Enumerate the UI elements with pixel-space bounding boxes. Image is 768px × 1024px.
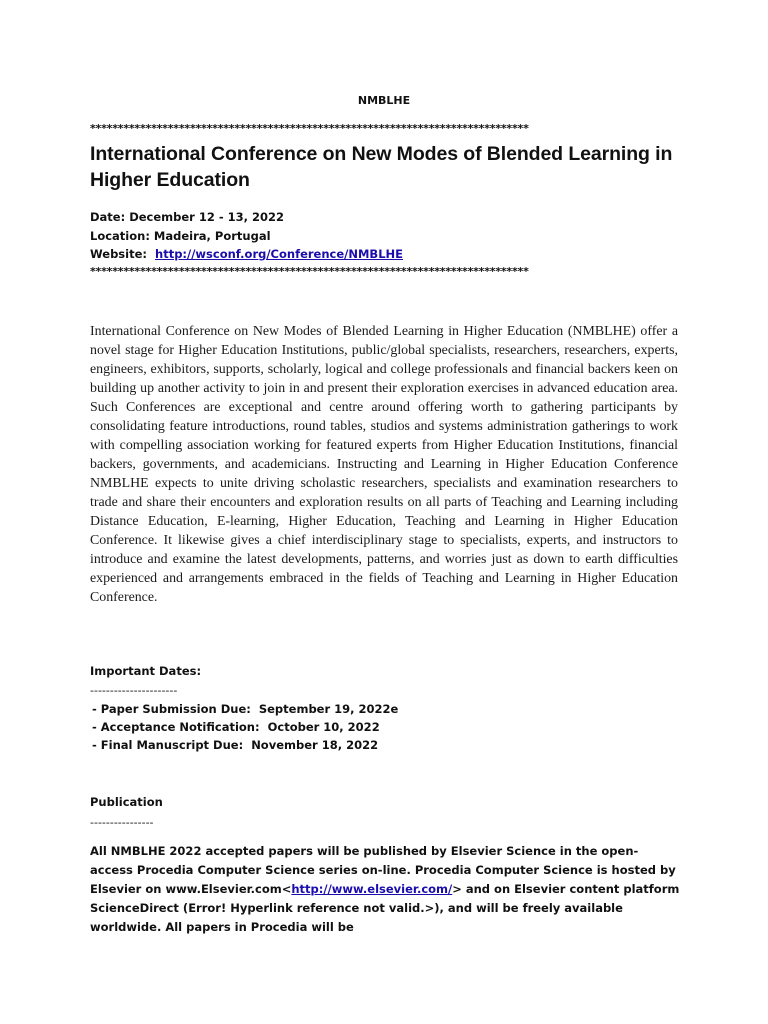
publication-text-2: > and on Elsevier content platform ScienceDirect ( — [90, 882, 680, 915]
website-label: Website: — [90, 247, 147, 261]
conference-website — [90, 247, 403, 261]
star-divider-top: ******************************************************************************* — [90, 123, 529, 135]
publication-text-3: >), and will be freely available worldwide. All papers in Procedia will be — [90, 901, 623, 934]
hyperlink-error-text: Error! Hyperlink reference not valid. — [188, 901, 425, 915]
publication-paragraph — [90, 842, 680, 937]
important-dates-rule: ---------------------- — [90, 684, 178, 697]
publication-rule: ---------------- — [90, 816, 154, 829]
publication-text-1: All NMBLHE 2022 accepted papers will be published by Elsevier Science in the open-access Procedia Computer Science series on-line. Procedia Computer Science is hosted by Elsevier on www.Elsevier.com< — [90, 844, 676, 896]
conference-acronym: NMBLHE — [357, 94, 411, 107]
date-item-label: - Acceptance Notification: — [92, 720, 260, 734]
conference-title: International Conference on New Modes of Blended Learning in Higher Education — [90, 143, 673, 191]
star-divider-bottom: ******************************************************************************* — [90, 266, 529, 278]
date-item-label: - Final Manuscript Due: — [92, 738, 244, 752]
conference-location: Location: Madeira, Portugal — [90, 229, 271, 243]
date-item-value: November 18, 2022 — [251, 738, 379, 752]
important-dates-heading: Important Dates: — [90, 664, 202, 678]
publication-heading: Publication — [90, 795, 163, 809]
conference-date: Date: December 12 - 13, 2022 — [90, 210, 285, 224]
date-item-paper-submission — [92, 702, 398, 716]
website-link[interactable]: http://wsconf.org/Conference/NMBLHE — [155, 247, 403, 261]
intro-paragraph: International Conference on New Modes of Blended Learning in Higher Education (NMBLHE) offer a novel stage for Higher Education Institutions, public/global specialists, researchers, researchers, experts, engineers, exhibitors, supports, scholarly, logical and college professionals and financial backers keen on building up another activity to join in and present their exploration exercises in advanced education area. Such Conferences are exceptional and centre around offering worth to gathering participants by consolidating feature introductions, round tables, studios and systems administration gatherings to work with compelling association working for featured experts from Higher Education Institutions, financial backers, governments, and academicians. Instructing and Learning in Higher Education Conference NMBLHE expects to unite driving scholastic researchers, specialists and examination researchers to trade and share their encounters and exploration results on all parts of Teaching and Learning including Distance Education, E-learning, Higher Education, Teaching and Learning in Higher Education Conference. It likewise gives a chief interdisciplinary stage to specialists, experts, and instructors to introduce and examine the latest developments, patterns, and worries just as down to earth difficulties experienced and arrangements embraced in the fields of Teaching and Learning in Higher Education Conference. — [90, 324, 678, 605]
date-item-final-manuscript — [92, 738, 378, 752]
date-item-value: September 19, 2022e — [258, 702, 399, 716]
date-item-value: October 10, 2022 — [267, 720, 380, 734]
date-item-label: - Paper Submission Due: — [92, 702, 251, 716]
elsevier-link[interactable]: http://www.elsevier.com/ — [291, 882, 453, 896]
date-item-acceptance-notification — [92, 720, 380, 734]
